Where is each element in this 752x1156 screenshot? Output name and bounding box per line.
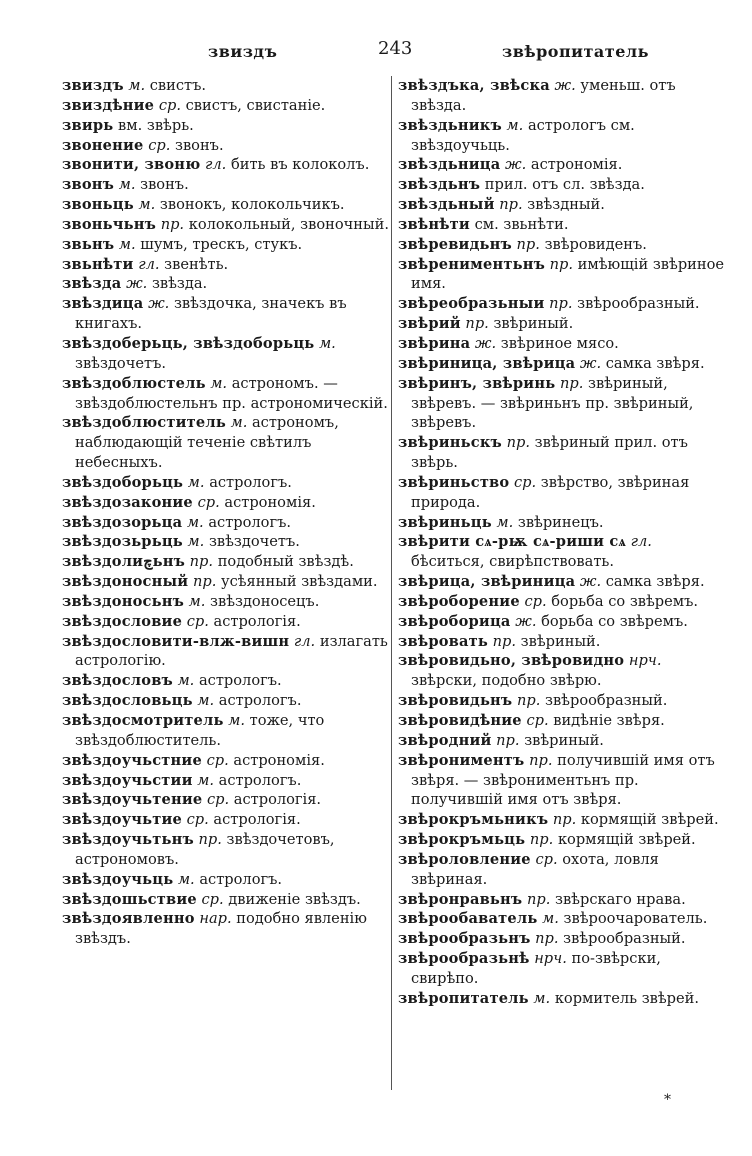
dictionary-entry [398,810,728,830]
dictionary-entry [62,909,392,949]
entry-headword: звѣздоучьстние [62,751,202,769]
entry-headword: звѣрообаватель [398,910,538,928]
entry-grammar: ж. [148,295,170,313]
dictionary-entry [62,671,392,691]
dictionary-entry [62,532,392,552]
dictionary-entry [398,532,728,572]
entry-grammar: м. [230,414,248,432]
entry-definition: кормящій звѣрей. [557,831,696,849]
entry-headword: звѣринъ, звѣринь [398,374,556,392]
entry-headword: звѣрица, звѣриница [398,573,576,591]
entry-grammar: м. [186,513,204,531]
entry-grammar: ср. [206,791,230,809]
entry-definition: бить въ колоколъ. [230,156,370,174]
entry-headword: звѣрина [398,334,471,352]
entry-definition: колокольный, звоночный. [188,215,389,233]
dictionary-entry [62,175,392,195]
entry-definition: звѣринецъ. [517,513,604,531]
entry-grammar: ср. [206,751,229,769]
entry-grammar: м. [118,235,136,253]
entry-definition: самка звѣря. [605,354,705,372]
entry-headword: звѣздоявленно [62,910,195,928]
entry-headword: звѣровидѣние [398,712,522,729]
entry-grammar: пр. [529,831,554,849]
entry-grammar: ср. [524,592,547,610]
entry-grammar: пр. [492,632,517,650]
entry-definition: самка звѣря. [605,573,705,591]
entry-grammar: м. [542,910,559,928]
entry-headword: звѣздоборьць [62,473,184,491]
entry-grammar: м. [187,533,205,551]
entry-headword: звѣзда [62,275,122,293]
entry-headword: звѣриньство [398,473,510,491]
dictionary-entry [398,651,728,691]
entry-grammar: м. [197,771,214,789]
entry-headword: звѣропитатель [398,989,529,1007]
dictionary-entry [398,354,728,374]
dictionary-entry [62,374,392,414]
dictionary-entry [62,274,392,294]
dictionary-entry [398,850,728,890]
entry-grammar: м. [118,176,136,194]
entry-headword: звѣздословъ [62,672,173,690]
entry-headword: звѣздословити-влж-вишн [62,632,290,650]
entry-definition: кормящій звѣрей. [580,811,719,829]
entry-grammar: м. [197,692,215,710]
entry-grammar: пр. [535,930,559,948]
entry-definition: астрономія. [233,751,325,769]
dictionary-entry [62,493,392,513]
entry-grammar: ж. [515,612,537,630]
entry-headword: звиздѣние [62,96,155,114]
entry-grammar: пр. [160,215,185,233]
entry-headword: звѣздьнъ [398,176,481,194]
dictionary-entry [62,155,392,175]
entry-grammar: пр. [465,315,489,333]
entry-headword: звѣздьный [398,196,495,214]
entry-grammar: м. [319,334,336,352]
dictionary-entry [62,810,392,830]
entry-definition: усѣянный звѣздами. [221,573,378,591]
dictionary-entry [398,989,728,1009]
entry-definition: звѣриный, звѣревъ. — звѣриньнъ пр. звѣриный, звѣревъ. [411,374,694,432]
entry-headword: звѣздосмотритель [62,712,224,729]
entry-headword: звѣздоучьтие [62,811,182,829]
left-column [62,76,392,949]
entry-definition: звѣриное мясо. [500,334,619,352]
entry-definition: звѣздоносецъ. [210,592,320,610]
entry-headword: звѣздоносьнъ [62,592,184,610]
entry-grammar: гл. [630,533,652,551]
entry-grammar: пр. [506,434,530,452]
entry-grammar: пр. [189,553,214,571]
dictionary-entry [62,294,392,334]
entry-grammar: м. [177,870,195,888]
page-number: 243 [378,38,413,59]
dictionary-entry [398,949,728,989]
entry-grammar: м. [533,989,551,1007]
dictionary-entry [398,691,728,711]
entry-grammar: пр. [496,731,520,749]
dictionary-entry [398,255,728,295]
dictionary-entry [62,413,392,473]
entry-headword: звѣриньскъ [398,434,502,452]
entry-definition: звонъ. [174,136,224,154]
entry-definition: астрологія. [233,791,322,809]
dictionary-entry [398,155,728,175]
entry-definition: астрологъ. [208,513,292,531]
entry-definition: бѣситься, свирѣпствовать. [411,553,614,571]
dictionary-entry [398,592,728,612]
entry-headword: звѣрокръмьникъ [398,811,549,829]
entry-definition: звѣздный. [527,196,605,214]
entry-headword: звѣздословие [62,612,183,630]
dictionary-entry [62,513,392,533]
entry-definition: звонъ. [140,176,189,194]
dictionary-entry [398,711,728,731]
entry-headword: звѣздьникъ [398,116,502,134]
entry-headword: звѣздоблюститель [62,414,226,432]
entry-headword: звѣздошьствие [62,890,197,908]
entry-headword: звѣздъка, звѣска [398,77,550,94]
dictionary-entry [62,76,392,96]
entry-definition: вм. звѣрь. [118,116,194,134]
entry-definition: см. звьнѣти. [474,215,569,233]
entry-headword: звѣреобразьныи [398,295,545,313]
dictionary-entry [62,612,392,632]
entry-definition: уменьш. отъ звѣзда. [411,77,676,114]
entry-headword: звонъ [62,176,115,194]
entry-definition: астрономія. [224,493,316,511]
entry-definition: астрологія. [213,612,301,630]
entry-grammar: м. [506,116,524,134]
entry-definition: звенѣть. [164,255,229,273]
entry-grammar: ср. [148,136,171,154]
entry-definition: борьба со звѣремъ. [541,612,688,630]
entry-headword: звѣровидьнъ [398,692,513,710]
entry-definition: звѣрообразный. [577,295,700,313]
entry-grammar: пр. [516,235,540,253]
entry-headword: звѣздозорьца [62,513,183,531]
entry-grammar: ж. [579,573,602,591]
entry-grammar: ж. [126,275,148,293]
entry-headword: звьнѣти [62,255,134,273]
dictionary-entry [62,592,392,612]
dictionary-entry [398,235,728,255]
entry-headword: звиздъ [62,77,124,94]
entry-headword: звоньчьнъ [62,215,157,233]
entry-definition: звѣрскаго нрава. [555,890,686,908]
entry-headword: звѣрообразьнѣ [398,950,530,968]
dictionary-entry [62,711,392,751]
entry-grammar: пр. [549,255,574,273]
dictionary-entry [398,929,728,949]
entry-definition: звѣрообразный. [545,692,668,710]
dictionary-entry [62,751,392,771]
entry-headword: звѣроловление [398,850,531,868]
entry-grammar: м. [138,196,156,214]
running-head-right: звѣропитатель [502,42,650,61]
dictionary-entry [398,751,728,811]
entry-grammar: пр. [192,573,217,591]
entry-headword: звѣздозаконие [62,493,193,511]
dictionary-entry [62,215,392,235]
entry-definition: борьба со звѣремъ. [551,592,699,610]
dictionary-entry [62,195,392,215]
dictionary-entry [398,572,728,592]
entry-grammar: м. [177,672,195,690]
running-head-left: звиздъ [208,42,278,61]
entry-definition: звонокъ, колокольчикъ. [159,196,345,214]
entry-headword: звѣровать [398,632,488,650]
right-column [398,76,728,1009]
entry-headword: звѣздоучьць [62,870,174,888]
entry-definition: подобный звѣздѣ. [217,553,354,571]
dictionary-entry [398,195,728,215]
entry-grammar: пр. [499,196,523,214]
entry-definition: астрономъ. — звѣздоблюстельнъ пр. астрономическій. [75,374,388,412]
dictionary-entry [62,771,392,791]
dictionary-entry [62,632,392,672]
entry-definition: звѣриный. [524,731,604,749]
entry-headword: звѣриньць [398,513,492,531]
entry-grammar: пр. [516,692,541,710]
entry-grammar: пр. [198,831,222,849]
dictionary-entry [62,235,392,255]
dictionary-entry [62,334,392,374]
entry-grammar: нрч. [534,950,567,968]
dictionary-entry [62,830,392,870]
entry-headword: звѣродний [398,731,492,749]
entry-headword: звѣздьница [398,156,501,174]
entry-definition: звѣздочка, значекъ въ книгахъ. [75,295,347,333]
dictionary-entry [62,473,392,493]
entry-grammar: пр. [529,751,553,769]
entry-headword: звьнъ [62,235,115,253]
entry-headword: звѣрий [398,315,461,333]
dictionary-entry [398,374,728,434]
entry-definition: звѣриный. [493,315,574,333]
entry-definition: видѣніе звѣря. [553,712,665,729]
dictionary-entry [398,909,728,929]
entry-definition: астрономъ, наблюдающій теченіе свѣтилъ небесныхъ. [75,414,339,472]
entry-definition: излагать астрологію. [75,632,388,670]
entry-definition: звѣроочарователь. [563,910,708,928]
entry-grammar: ср. [197,493,220,511]
dictionary-entry [398,890,728,910]
entry-grammar: м. [210,374,228,392]
entry-definition: астрологъ. [218,771,302,789]
entry-definition: подобно явленію звѣздъ. [75,910,367,948]
entry-headword: звѣздоблюстель [62,374,206,392]
entry-definition: звѣзда. [151,275,208,293]
entry-grammar: ж. [505,156,527,174]
dictionary-entry [398,433,728,473]
entry-headword: звѣровидьно, звѣровидно [398,652,625,670]
entry-headword: звоньць [62,196,134,214]
entry-definition: звѣрообразный. [563,930,686,948]
entry-grammar: м. [187,473,205,491]
entry-grammar: м. [496,513,514,531]
footnote-mark: * [664,1092,671,1108]
entry-grammar: ж. [554,77,576,94]
dictionary-entry [62,96,392,116]
dictionary-entry [62,552,392,572]
entry-definition: астрологъ см. звѣздоучьць. [411,116,635,154]
entry-headword: звѣроборица [398,612,511,630]
entry-headword: звѣздоучьтение [62,791,203,809]
entry-definition: свистъ. [149,77,207,94]
entry-definition: свистъ, свистаніе. [185,96,326,114]
entry-definition: охота, ловля звѣриная. [411,850,659,888]
dictionary-entry [398,830,728,850]
dictionary-entry [398,314,728,334]
entry-definition: звѣрски, подобно звѣрю. [411,672,602,690]
entry-headword: звѣздозьрьць [62,533,183,551]
entry-grammar: ср. [158,96,181,114]
column-divider [391,76,392,1090]
entry-definition: по-звѣрски, свирѣпо. [411,950,661,987]
entry-headword: звѣздоучьтьнъ [62,831,194,849]
entry-grammar: гл. [138,255,160,273]
entry-headword: звѣрообразьнъ [398,930,531,948]
dictionary-entry [398,116,728,156]
dictionary-entry [62,136,392,156]
entry-grammar: ср. [535,850,558,868]
entry-definition: звѣровиденъ. [544,235,647,253]
entry-grammar: ср. [513,473,537,491]
entry-headword: звѣздоучьстии [62,771,193,789]
dictionary-entry [398,175,728,195]
entry-headword: звѣнѣти [398,215,470,233]
entry-grammar: нар. [199,910,232,928]
entry-headword: звѣздица [62,295,144,313]
entry-headword: звѣздоносный [62,573,189,591]
dictionary-entry [398,294,728,314]
dictionary-entry [62,691,392,711]
entry-definition: астрологія. [213,811,301,829]
entry-definition: астрологъ. [209,473,292,491]
entry-grammar: пр. [526,890,551,908]
entry-grammar: ср. [186,811,209,829]
entry-headword: звѣздолиچьнъ [62,553,186,571]
dictionary-entry [62,116,392,136]
dictionary-entry [398,612,728,632]
entry-definition: движеніе звѣздъ. [228,890,361,908]
entry-grammar: ср. [186,612,209,630]
entry-definition: звѣриный. [520,632,601,650]
dictionary-entry [62,572,392,592]
entry-definition: звѣздочетъ. [75,354,166,372]
entry-grammar: гл. [293,632,316,650]
entry-headword: звонение [62,136,144,154]
dictionary-entry [398,76,728,116]
entry-grammar: ж. [579,354,602,372]
entry-definition: астрологъ. [198,672,282,690]
entry-definition: астрономія. [530,156,623,174]
entry-headword: звѣревидьнъ [398,235,512,253]
entry-headword: звѣроборение [398,592,520,610]
dictionary-entry [62,870,392,890]
entry-grammar: ж. [474,334,497,352]
entry-definition: получившій имя отъ звѣря. — звѣрониментьнъ пр. получившій имя отъ звѣря. [411,751,715,809]
dictionary-entry [62,890,392,910]
dictionary-entry [398,215,728,235]
entry-definition: звѣздочетъ. [208,533,300,551]
dictionary-entry [398,632,728,652]
entry-headword: звѣриница, звѣрица [398,354,576,372]
dictionary-entry [62,255,392,275]
entry-headword: звѣрокръмьць [398,831,526,849]
entry-definition: звѣздочетовъ, астрономовъ. [75,831,335,868]
entry-definition: кормитель звѣрей. [554,989,700,1007]
entry-definition: звѣриный прил. отъ звѣрь. [411,434,688,472]
dictionary-entry [398,731,728,751]
entry-definition: астрологъ. [199,870,283,888]
entry-grammar: м. [228,712,245,729]
entry-definition: тоже, что звѣздоблюститель. [75,712,325,749]
entry-headword: звѣрениментьнъ [398,255,545,273]
entry-headword: звирь [62,116,114,134]
entry-headword: звѣронравьнъ [398,890,523,908]
dictionary-entry [398,513,728,533]
dictionary-entry [62,790,392,810]
entry-headword: звѣздоберьць, звѣздоборьць [62,334,315,352]
entry-definition: шумъ, трескъ, стукъ. [140,235,303,253]
entry-headword: звѣздословьць [62,692,193,710]
dictionary-entry [398,473,728,513]
entry-headword: звонити, звоню [62,156,201,174]
entry-definition: прил. отъ сл. звѣзда. [484,176,645,194]
entry-grammar: гл. [205,156,227,174]
dictionary-entry [398,334,728,354]
entry-grammar: м. [188,592,206,610]
entry-grammar: пр. [552,811,577,829]
entry-definition: звѣрство, звѣриная природа. [411,473,690,511]
entry-headword: звѣрониментъ [398,751,525,769]
page-header [60,38,728,68]
entry-grammar: м. [128,77,146,94]
entry-definition: имѣющій звѣриное имя. [411,255,725,293]
entry-definition: астрологъ. [218,692,302,710]
entry-headword: звѣрити сѧ-рѭ сѧ-риши сѧ [398,533,626,551]
entry-grammar: ср. [526,712,549,729]
entry-grammar: пр. [559,374,584,392]
entry-grammar: нрч. [628,652,662,670]
entry-grammar: пр. [549,295,573,313]
entry-grammar: ср. [201,890,224,908]
